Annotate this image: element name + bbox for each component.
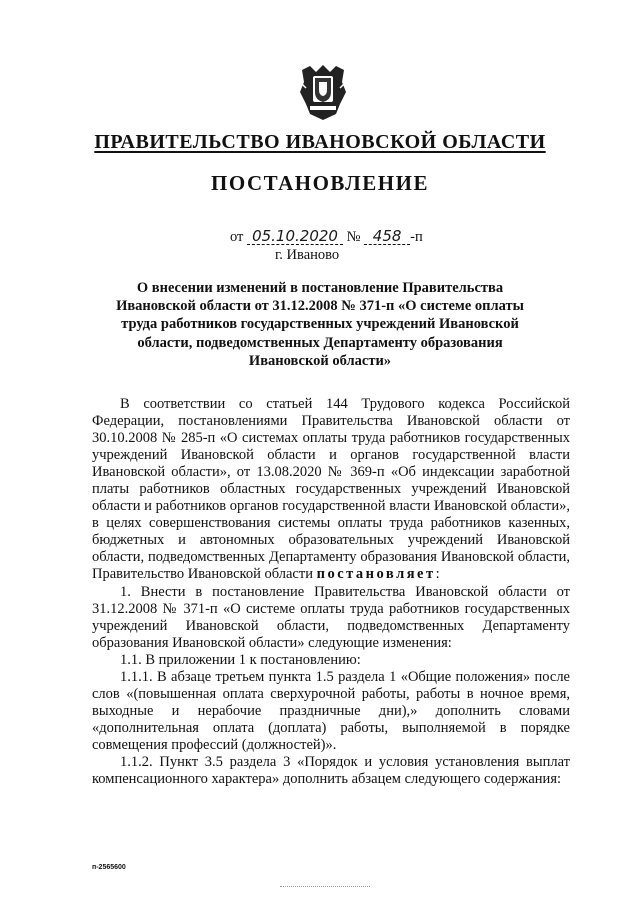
coat-of-arms-emblem bbox=[296, 62, 350, 122]
date-number-line bbox=[230, 228, 460, 246]
number-sign: № bbox=[346, 229, 361, 245]
handwritten-number: 458 bbox=[364, 228, 410, 245]
document-body bbox=[92, 396, 570, 788]
document-type: ПОСТАНОВЛЕНИЕ bbox=[211, 171, 429, 195]
preamble-text: В соответствии со статьей 144 Трудового кодекса Российской Федерации, постановлениями Правительства Ивановской области от 30.10.2008 № 285-п «О системах оплаты труда работников государственных учреждений Ивановской области и органов государственной власти Ивановской области», от 13.08.2020 № 369-п «Об индексации заработной платы работников областных государственных учреждений Ивановской области и работников органов государственной власти Ивановской области», в целях совершенствования системы оплаты труда работников казенных, бюджетных и автономных образовательных учреждений Ивановской области, подведомственных Департаменту образования Ивановской области, Правительство Ивановской области bbox=[92, 396, 570, 583]
preamble-paragraph bbox=[92, 396, 570, 584]
city-name: г. Иваново bbox=[275, 247, 340, 263]
clause-1-1-1: 1.1.1. В абзаце третьем пункта 1.5 раздела 1 «Общие положения» после слов «(повышенная оплата сверхурочной работы, работы в ночное время, выходные и нерабочие праздничные дни),» дополнить словами «дополнительная оплата (доплата) работы, выполняемой в порядке совмещения профессий (должностей)». bbox=[92, 668, 570, 753]
handwritten-date: 05.10.2020 bbox=[247, 228, 343, 245]
scan-mark bbox=[280, 886, 370, 891]
organization-name: ПРАВИТЕЛЬСТВО ИВАНОВСКОЙ ОБЛАСТИ bbox=[94, 131, 546, 153]
decree-word: постановляет bbox=[316, 566, 436, 583]
clause-1-1-2: 1.1.2. Пункт 3.5 раздела 3 «Порядок и условия установления выплат компенсационного характера» дополнить абзацем следующего содержания: bbox=[92, 753, 570, 788]
clause-1: 1. Внести в постановление Правительства Ивановской области от 31.12.2008 № 371-п «О системе оплаты труда работников государственных учреждений Ивановской области, подведомственных Департаменту образования Ивановской области» следующие изменения: bbox=[92, 583, 570, 651]
date-prefix: от bbox=[230, 229, 244, 245]
document-title: О внесении изменений в постановление Правительства Ивановской области от 31.12.2008 № 371-п «О системе оплаты труда работников государственных учреждений Ивановской области, подведомственных Департаменту образования Ивановской области» bbox=[116, 280, 524, 369]
clause-1-1: 1.1. В приложении 1 к постановлению: bbox=[120, 651, 361, 668]
number-suffix: -п bbox=[410, 229, 423, 245]
document-code: п-2565600 bbox=[92, 864, 126, 871]
decree-colon: : bbox=[435, 566, 440, 583]
